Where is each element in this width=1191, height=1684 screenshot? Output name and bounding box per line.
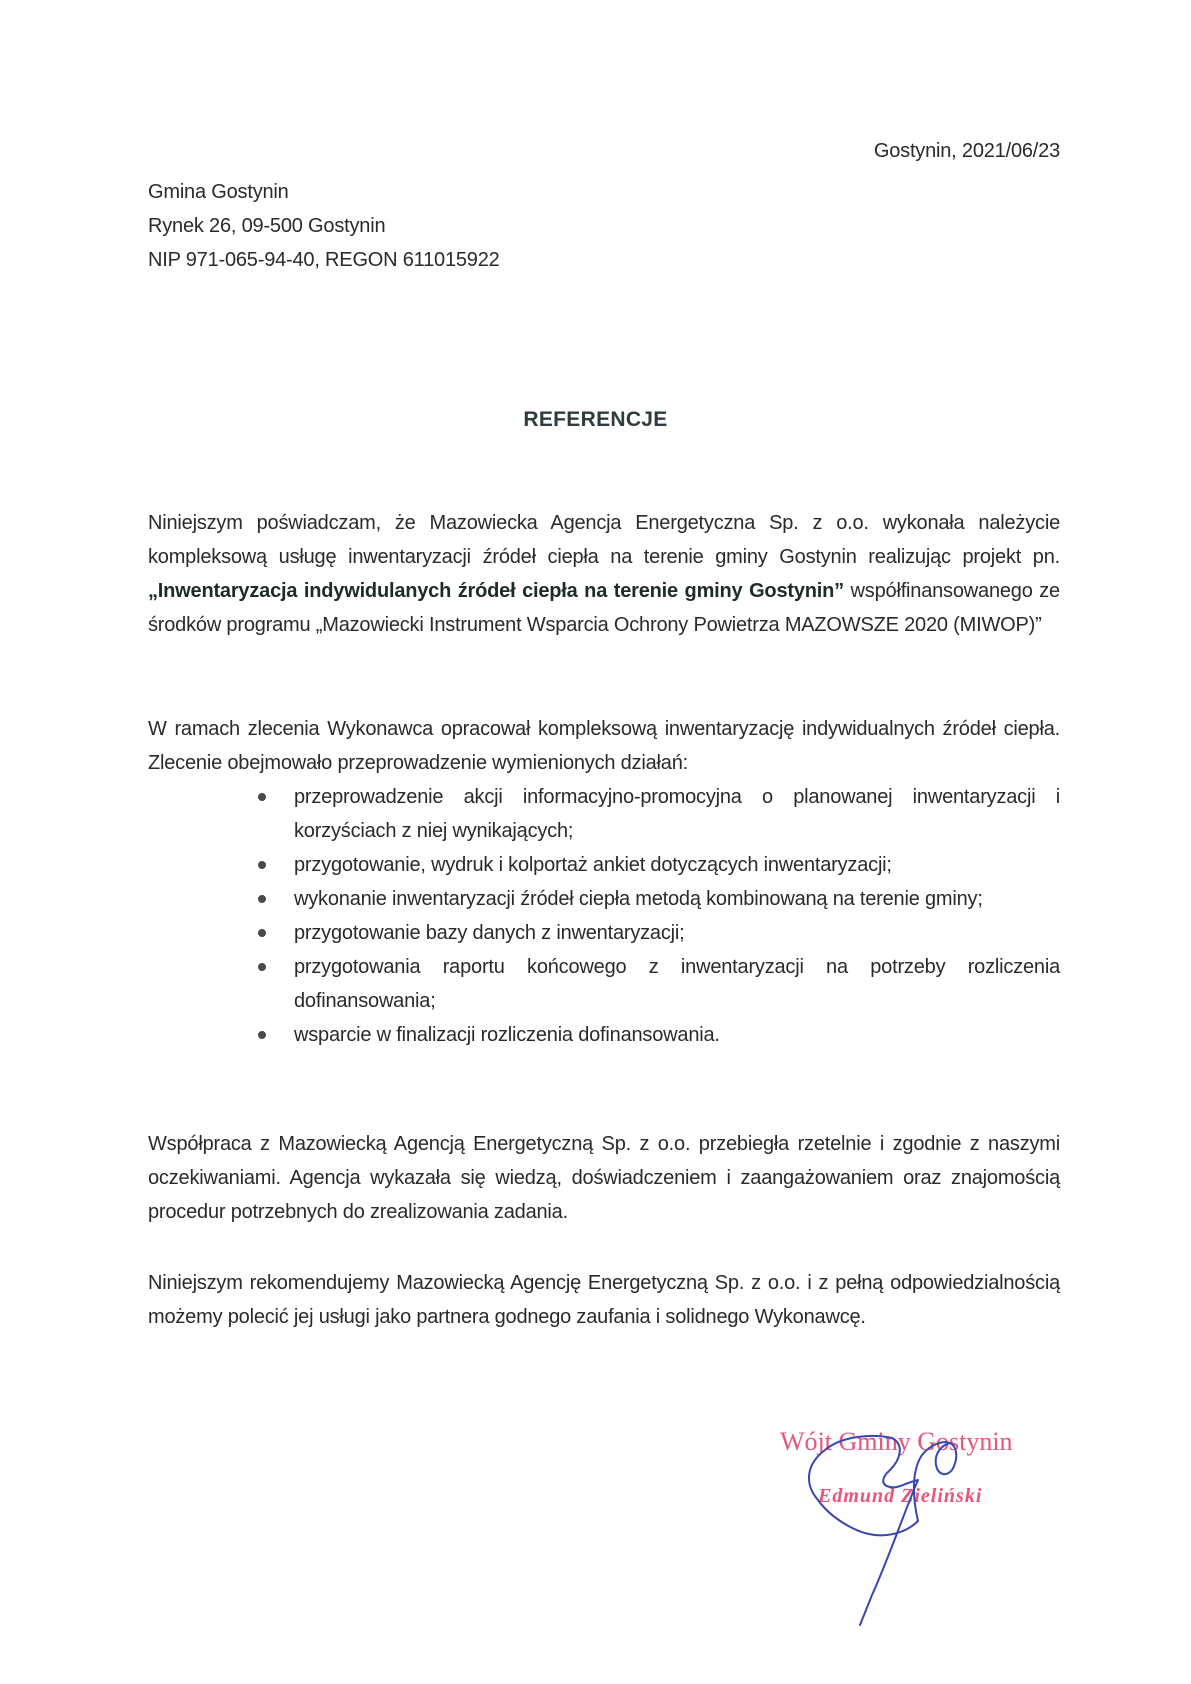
list-item: [148, 1018, 1060, 1052]
bullet-icon: [258, 895, 266, 903]
bullet-icon: [258, 929, 266, 937]
sender-ids: NIP 971-065-94-40, REGON 611015922: [148, 249, 500, 271]
list-item: [148, 916, 1060, 950]
list-item-text: wykonanie inwentaryzacji źródeł ciepła metodą kombinowaną na terenie gminy;: [294, 888, 983, 910]
paragraph-intro-text-end: współfinansowanego ze środków programu „Mazowiecki Instrument Wsparcia Ochrony Powietrza MAZOWSZE 2020 (MIWOP)”: [148, 580, 1060, 636]
bullet-icon: [258, 963, 266, 971]
sender-block: [148, 175, 500, 277]
bullet-icon: [258, 793, 266, 801]
handwritten-signature-icon: [770, 1425, 1030, 1645]
stamp-name: Edmund Zieliński: [818, 1485, 983, 1507]
list-item-text: przeprowadzenie akcji informacyjno-promocyjna o planowanej inwentaryzacji i korzyściach z niej wynikających;: [294, 786, 1060, 842]
task-list: [148, 780, 1060, 1052]
paragraph-scope: W ramach zlecenia Wykonawca opracował kompleksową inwentaryzację indywidualnych źródeł ciepła. Zlecenie obejmowało przeprowadzenie wymienionych działań:: [148, 718, 1060, 774]
paragraph-intro-text: Niniejszym poświadczam, że Mazowiecka Agencja Energetyczna Sp. z o.o. wykonała należycie kompleksową usługę inwentaryzacji źródeł ciepła na terenie gminy Gostynin realizując projekt pn.: [148, 512, 1060, 568]
list-item-text: przygotowania raportu końcowego z inwentaryzacji na potrzeby rozliczenia dofinansowania;: [294, 956, 1060, 1012]
list-item-text: przygotowanie bazy danych z inwentaryzacji;: [294, 922, 685, 944]
document-title: REFERENCJE: [523, 408, 668, 431]
sender-address: Rynek 26, 09-500 Gostynin: [148, 215, 386, 237]
list-item-text: przygotowanie, wydruk i kolportaż ankiet dotyczących inwentaryzacji;: [294, 854, 892, 876]
list-item: [148, 848, 1060, 882]
sender-name: Gmina Gostynin: [148, 181, 289, 203]
list-item-text: wsparcie w finalizacji rozliczenia dofinansowania.: [294, 1024, 720, 1046]
project-name: „Inwentaryzacja indywidulanych źródeł ciepła na terenie gminy Gostynin”: [148, 580, 844, 602]
paragraph-cooperation: Współpraca z Mazowiecką Agencją Energetyczną Sp. z o.o. przebiegła rzetelnie i zgodnie z naszymi oczekiwaniami. Agencja wykazała się wiedzą, doświadczeniem i zaangażowaniem oraz znajomością procedur potrzebnych do zrealizowania zadania.: [148, 1133, 1060, 1223]
list-item: [148, 950, 1060, 1018]
paragraph-intro: [148, 506, 1060, 642]
bullet-icon: [258, 861, 266, 869]
place-date: Gostynin, 2021/06/23: [873, 140, 1060, 162]
bullet-icon: [258, 1031, 266, 1039]
list-item: [148, 882, 1060, 916]
stamp-title: Wójt Gminy Gostynin: [780, 1427, 1013, 1456]
list-item: [148, 780, 1060, 848]
paragraph-recommendation: Niniejszym rekomendujemy Mazowiecką Agencję Energetyczną Sp. z o.o. i z pełną odpowiedzialnością możemy polecić jej usługi jako partnera godnego zaufania i solidnego Wykonawcę.: [148, 1272, 1060, 1328]
